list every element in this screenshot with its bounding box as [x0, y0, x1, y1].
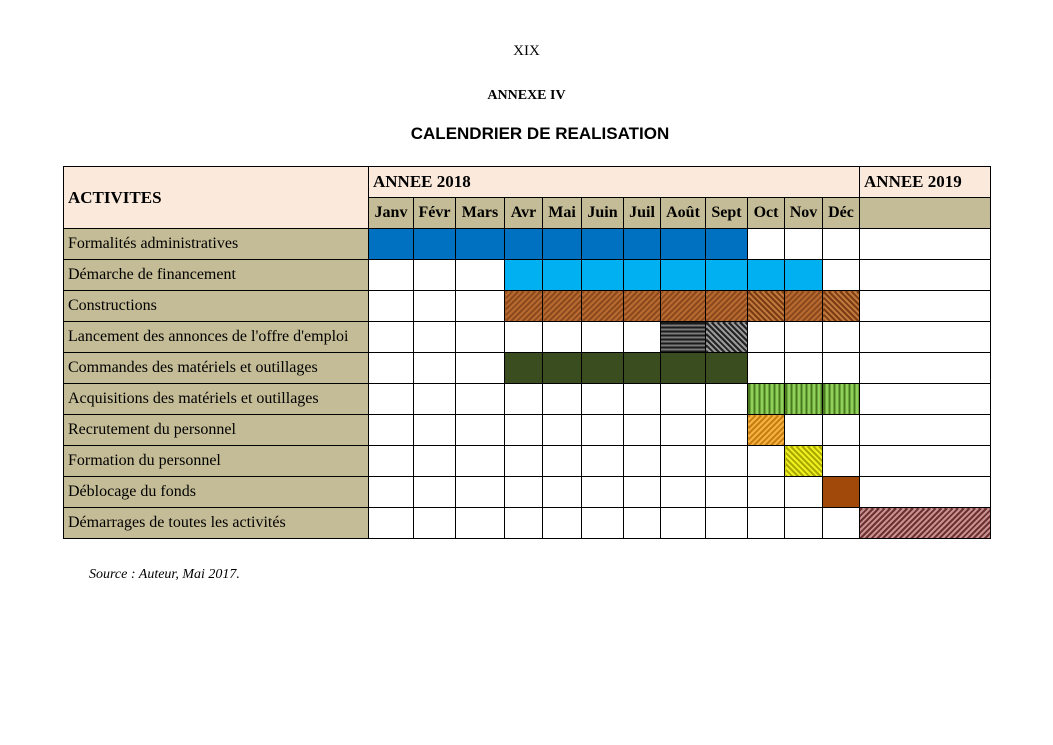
schedule-bar-cell — [785, 291, 823, 322]
schedule-empty-cell — [414, 415, 456, 446]
table-row — [64, 446, 991, 477]
table-row — [64, 260, 991, 291]
schedule-empty-cell-2019 — [860, 384, 991, 415]
schedule-bar-cell — [785, 260, 823, 291]
schedule-empty-cell — [823, 446, 860, 477]
schedule-empty-cell — [414, 508, 456, 539]
schedule-bar-cell — [369, 229, 414, 260]
schedule-empty-cell — [456, 384, 505, 415]
schedule-empty-cell — [823, 260, 860, 291]
schedule-empty-cell — [414, 384, 456, 415]
month-header: Avr — [505, 198, 543, 229]
month-header-2019 — [860, 198, 991, 229]
schedule-empty-cell — [661, 477, 706, 508]
schedule-bar-cell — [582, 260, 624, 291]
activity-label: Constructions — [64, 291, 369, 322]
table-row — [64, 291, 991, 322]
schedule-bar-cell — [706, 229, 748, 260]
schedule-empty-cell — [624, 415, 661, 446]
schedule-bar-cell — [785, 446, 823, 477]
activity-label: Commandes des matériels et outillages — [64, 353, 369, 384]
schedule-empty-cell — [785, 229, 823, 260]
schedule-empty-cell — [582, 384, 624, 415]
schedule-empty-cell — [823, 322, 860, 353]
schedule-empty-cell — [706, 477, 748, 508]
activity-label: Formalités administratives — [64, 229, 369, 260]
schedule-empty-cell — [785, 508, 823, 539]
schedule-empty-cell — [505, 477, 543, 508]
schedule-empty-cell — [414, 477, 456, 508]
schedule-bar-cell — [823, 384, 860, 415]
schedule-empty-cell — [456, 415, 505, 446]
schedule-empty-cell — [456, 353, 505, 384]
schedule-bar-cell-2019 — [860, 508, 991, 539]
schedule-empty-cell — [823, 353, 860, 384]
schedule-empty-cell — [661, 508, 706, 539]
schedule-empty-cell — [706, 446, 748, 477]
schedule-empty-cell — [369, 415, 414, 446]
year-header-row — [64, 167, 991, 198]
schedule-bar-cell — [505, 260, 543, 291]
schedule-bar-cell — [624, 291, 661, 322]
month-header: Févr — [414, 198, 456, 229]
schedule-empty-cell — [785, 415, 823, 446]
schedule-bar-cell — [582, 291, 624, 322]
schedule-empty-cell-2019 — [860, 415, 991, 446]
schedule-empty-cell-2019 — [860, 229, 991, 260]
schedule-empty-cell — [748, 508, 785, 539]
schedule-bar-cell — [748, 260, 785, 291]
schedule-empty-cell-2019 — [860, 353, 991, 384]
table-row — [64, 508, 991, 539]
schedule-empty-cell — [624, 446, 661, 477]
table-row — [64, 353, 991, 384]
schedule-empty-cell — [369, 446, 414, 477]
table-row — [64, 477, 991, 508]
table-row — [64, 415, 991, 446]
source-note: Source : Auteur, Mai 2017. — [89, 567, 240, 582]
activity-label: Formation du personnel — [64, 446, 369, 477]
table-row — [64, 384, 991, 415]
month-header: Sept — [706, 198, 748, 229]
schedule-bar-cell — [748, 384, 785, 415]
schedule-empty-cell — [785, 477, 823, 508]
schedule-bar-cell — [624, 229, 661, 260]
schedule-empty-cell — [414, 446, 456, 477]
schedule-bar-cell — [543, 353, 582, 384]
schedule-empty-cell-2019 — [860, 446, 991, 477]
schedule-empty-cell — [706, 508, 748, 539]
schedule-empty-cell — [748, 322, 785, 353]
schedule-empty-cell — [369, 260, 414, 291]
schedule-empty-cell — [543, 322, 582, 353]
month-header: Mars — [456, 198, 505, 229]
month-header: Août — [661, 198, 706, 229]
schedule-empty-cell — [505, 508, 543, 539]
schedule-empty-cell — [706, 415, 748, 446]
schedule-empty-cell — [505, 322, 543, 353]
schedule-empty-cell — [785, 322, 823, 353]
activities-header: ACTIVITES — [64, 167, 369, 229]
schedule-bar-cell — [582, 353, 624, 384]
activity-label: Lancement des annonces de l'offre d'emploi — [64, 322, 369, 353]
month-header: Déc — [823, 198, 860, 229]
schedule-empty-cell — [456, 322, 505, 353]
schedule-bar-cell — [505, 353, 543, 384]
schedule-bar-cell — [505, 291, 543, 322]
activity-label: Démarche de financement — [64, 260, 369, 291]
schedule-bar-cell — [414, 229, 456, 260]
month-header: Juin — [582, 198, 624, 229]
schedule-empty-cell — [456, 477, 505, 508]
schedule-empty-cell — [369, 477, 414, 508]
schedule-bar-cell — [823, 477, 860, 508]
schedule-empty-cell — [582, 446, 624, 477]
activity-label: Déblocage du fonds — [64, 477, 369, 508]
schedule-empty-cell — [582, 415, 624, 446]
schedule-bar-cell — [543, 229, 582, 260]
schedule-bar-cell — [582, 229, 624, 260]
schedule-bar-cell — [624, 353, 661, 384]
annex-title: ANNEXE IV — [487, 88, 566, 103]
schedule-bar-cell — [748, 291, 785, 322]
schedule-empty-cell — [369, 384, 414, 415]
schedule-empty-cell — [543, 415, 582, 446]
month-header: Janv — [369, 198, 414, 229]
schedule-empty-cell — [748, 446, 785, 477]
schedule-empty-cell — [748, 353, 785, 384]
schedule-empty-cell — [823, 415, 860, 446]
schedule-empty-cell — [505, 415, 543, 446]
schedule-empty-cell — [582, 322, 624, 353]
activity-label: Acquisitions des matériels et outillages — [64, 384, 369, 415]
schedule-bar-cell — [661, 322, 706, 353]
schedule-empty-cell — [505, 446, 543, 477]
schedule-bar-cell — [706, 291, 748, 322]
schedule-empty-cell — [543, 508, 582, 539]
schedule-empty-cell-2019 — [860, 477, 991, 508]
month-header: Nov — [785, 198, 823, 229]
schedule-empty-cell — [456, 508, 505, 539]
activity-label: Recrutement du personnel — [64, 415, 369, 446]
schedule-bar-cell — [661, 291, 706, 322]
schedule-empty-cell — [706, 384, 748, 415]
schedule-bar-cell — [706, 353, 748, 384]
schedule-empty-cell — [505, 384, 543, 415]
schedule-empty-cell-2019 — [860, 291, 991, 322]
schedule-empty-cell — [823, 508, 860, 539]
schedule-empty-cell — [661, 446, 706, 477]
table-row — [64, 322, 991, 353]
schedule-bar-cell — [543, 260, 582, 291]
schedule-empty-cell — [456, 260, 505, 291]
schedule-empty-cell — [414, 260, 456, 291]
schedule-table — [63, 166, 991, 539]
schedule-empty-cell — [624, 322, 661, 353]
year-2019-header: ANNEE 2019 — [860, 167, 991, 198]
schedule-bar-cell — [823, 291, 860, 322]
month-header: Juil — [624, 198, 661, 229]
schedule-empty-cell — [748, 229, 785, 260]
schedule-empty-cell — [624, 508, 661, 539]
schedule-empty-cell — [369, 508, 414, 539]
schedule-empty-cell — [414, 291, 456, 322]
schedule-body — [64, 229, 991, 539]
schedule-empty-cell — [369, 322, 414, 353]
schedule-bar-cell — [543, 291, 582, 322]
schedule-empty-cell — [543, 477, 582, 508]
schedule-empty-cell — [543, 384, 582, 415]
schedule-bar-cell — [706, 260, 748, 291]
schedule-empty-cell — [624, 384, 661, 415]
schedule-empty-cell — [456, 291, 505, 322]
schedule-empty-cell — [785, 353, 823, 384]
month-header: Mai — [543, 198, 582, 229]
schedule-empty-cell — [543, 446, 582, 477]
schedule-bar-cell — [624, 260, 661, 291]
schedule-bar-cell — [661, 260, 706, 291]
schedule-empty-cell — [369, 353, 414, 384]
schedule-empty-cell-2019 — [860, 322, 991, 353]
schedule-empty-cell — [456, 446, 505, 477]
schedule-bar-cell — [748, 415, 785, 446]
schedule-empty-cell — [414, 322, 456, 353]
month-header: Oct — [748, 198, 785, 229]
schedule-bar-cell — [456, 229, 505, 260]
schedule-empty-cell — [582, 508, 624, 539]
schedule-bar-cell — [661, 229, 706, 260]
schedule-bar-cell — [785, 384, 823, 415]
schedule-bar-cell — [505, 229, 543, 260]
schedule-empty-cell — [369, 291, 414, 322]
table-row — [64, 229, 991, 260]
schedule-empty-cell — [823, 229, 860, 260]
schedule-empty-cell — [748, 477, 785, 508]
schedule-bar-cell — [706, 322, 748, 353]
page-number: XIX — [513, 43, 540, 59]
schedule-empty-cell — [624, 477, 661, 508]
document-title: CALENDRIER DE REALISATION — [410, 124, 670, 143]
schedule-empty-cell — [661, 415, 706, 446]
schedule-empty-cell — [414, 353, 456, 384]
schedule-empty-cell — [582, 477, 624, 508]
activity-label: Démarrages de toutes les activités — [64, 508, 369, 539]
schedule-bar-cell — [661, 353, 706, 384]
year-2018-header: ANNEE 2018 — [369, 167, 860, 198]
schedule-empty-cell-2019 — [860, 260, 991, 291]
schedule-empty-cell — [661, 384, 706, 415]
